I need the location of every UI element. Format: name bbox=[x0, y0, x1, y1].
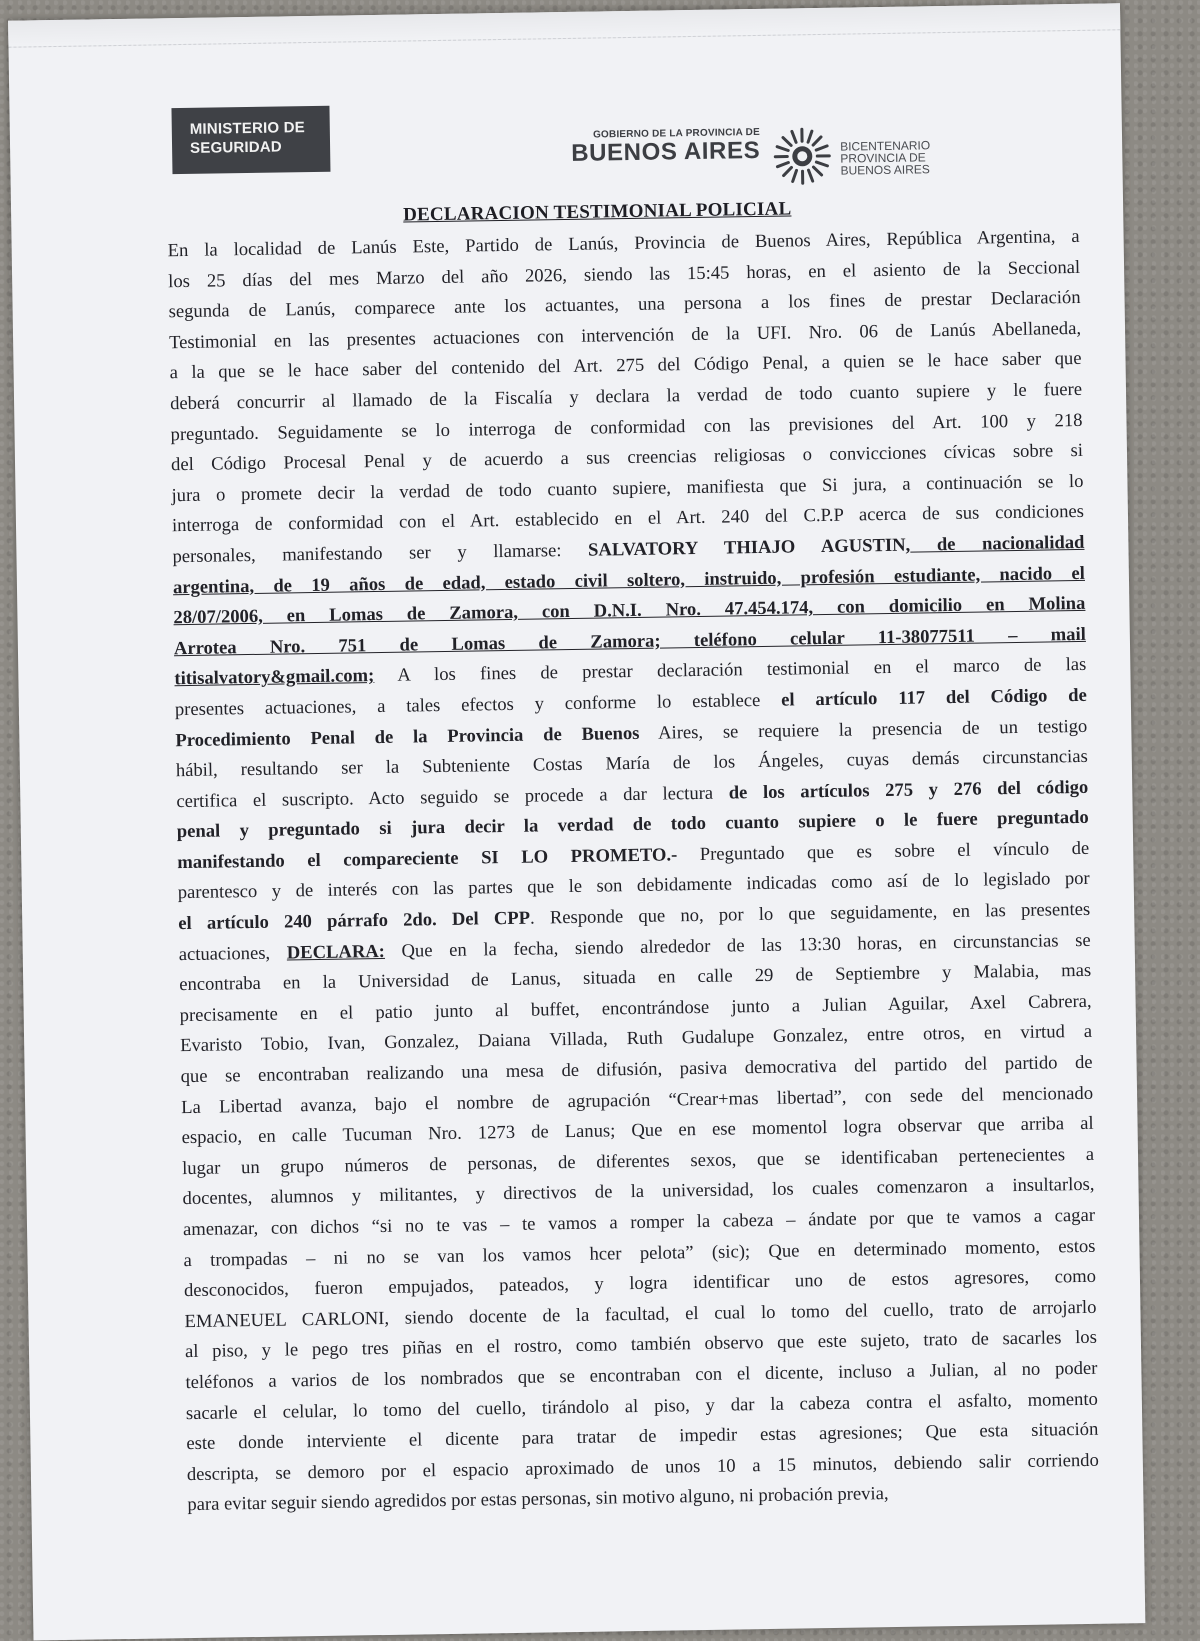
body-line: a la que se le hace saber del contenido del Art. 275 del Código Penal, a quien se le hace saber que bbox=[169, 344, 1081, 389]
body-line: La Libertad avanza, bajo el nombre de agrupación “Crear+mas libertad”, con sede del mencionado bbox=[181, 1078, 1093, 1123]
body-line: del Código Procesal Penal y de acuerdo a sus creencias religiosas o convicciones cívicas sobre si bbox=[171, 436, 1083, 481]
body-line: a trompadas – ni no se van los vamos hcer pelota” (sic); Que en determinado momento, estos bbox=[183, 1231, 1095, 1276]
line-segment: actuaciones, bbox=[179, 942, 287, 965]
body-line: lugar un grupo números de personas, de diferentes sexos, que se identificaban pertenecientes a bbox=[182, 1140, 1094, 1185]
ministry-line-2: SEGURIDAD bbox=[190, 137, 330, 158]
line-segment: certifica el suscripto. Acto seguido se procede a dar lectura bbox=[176, 782, 729, 812]
body-line: desconocidos, fueron empujados, pateados, y logra identificar uno de estos agresores, como bbox=[184, 1262, 1096, 1307]
ministry-logo-box bbox=[171, 106, 330, 174]
bicentenario-logo-text bbox=[840, 139, 931, 176]
line-segment: Aires, se requiere la presencia de un testigo bbox=[639, 715, 1087, 743]
body-line: para evitar seguir siendo agredidos por estas personas, sin motivo alguno, ni probación previa, bbox=[187, 1476, 1099, 1521]
body-line: Arrotea Nro. 751 de Lomas de Zamora; teléfono celular 11-38077511 – mail bbox=[174, 620, 1086, 665]
body-line: docentes, alumnos y militantes, y directivos de la universidad, los cuales comenzaron a insultarlos, bbox=[182, 1170, 1094, 1215]
body-line: hábil, resultando ser la Subteniente Costas María de los Ángeles, cuyas demás circunstancias bbox=[176, 742, 1088, 787]
body-line: segunda de Lanús, comparece ante los actuantes, una persona a los fines de prestar Declaración bbox=[168, 283, 1080, 328]
body-line: los 25 días del mes Marzo del año 2026, siendo las 15:45 horas, en el asiento de la Seccional bbox=[168, 253, 1080, 298]
line-segment: manifestando el compareciente SI LO PROMETO.- bbox=[177, 844, 677, 873]
line-segment: Preguntado que es sobre el vínculo de bbox=[677, 838, 1089, 865]
document-title: DECLARACION TESTIMONIAL POLICIAL bbox=[403, 198, 792, 226]
body-line: amenazar, con dichos “si no te vas – te vamos a romper la cabeza – ándate por que te vamos a cagar bbox=[183, 1201, 1095, 1246]
line-segment: el artículo 117 del Código de bbox=[781, 685, 1087, 711]
line-segment: de los artículos 275 y 276 del código bbox=[729, 777, 1089, 804]
body-line: teléfonos a varios de los nombrados que se encontraban con el dicente, incluso a Julian, al no poder bbox=[185, 1354, 1097, 1399]
government-title: BUENOS AIRES bbox=[570, 138, 760, 166]
body-line: En la localidad de Lanús Este, Partido de Lanús, Provincia de Buenos Aires, República Argentina, a bbox=[167, 222, 1079, 267]
body-line: jura o promete decir la verdad de todo cuanto supiere, manifiesta que Si jura, a continuación se lo bbox=[171, 467, 1083, 512]
email-address: titisalvatory&gmail.com; bbox=[174, 665, 374, 689]
body-line: preguntado. Seguidamente se lo interroga de conformidad con las previsiones del Art. 100 y 218 bbox=[170, 405, 1082, 450]
body-line: al piso, y le pego tres piñas en el rostro, como también observo que este sujeto, trato de sacarles los bbox=[185, 1323, 1097, 1368]
body-line: este donde interviente el dicente para tratar de impedir estas agresiones; Que esta situación bbox=[186, 1415, 1098, 1460]
document-page bbox=[8, 3, 1145, 1640]
body-line: argentina, de 19 años de edad, estado civil soltero, instruido, profesión estudiante, nacido el bbox=[173, 558, 1085, 603]
body-line: Testimonial en las presentes actuaciones con intervención de la UFI. Nro. 06 de Lanús Abellaneda, bbox=[169, 314, 1081, 359]
body-line: interroga de conformidad con el Art. establecido en el Art. 240 del C.P.P acerca de sus condiciones bbox=[172, 497, 1084, 542]
line-segment: el artículo 240 párrafo 2do. Del CPP bbox=[178, 908, 530, 935]
scan-edge-band bbox=[8, 3, 1120, 47]
ministry-line-1: MINISTERIO DE bbox=[190, 118, 330, 139]
line-segment: de nacionalidad bbox=[910, 532, 1084, 556]
line-segment: personales, manifestando ser y llamarse: bbox=[172, 540, 588, 568]
body-line: 28/07/2006, en Lomas de Zamora, con D.N.I. Nro. 47.454.174, con domicilio en Molina bbox=[173, 589, 1085, 634]
body-line: sacarle el celular, lo tomo del cuello, tirándolo al piso, y dar la cabeza contra el asfalto, momento bbox=[186, 1384, 1098, 1429]
body-line: Evaristo Tobio, Ivan, Gonzalez, Daiana Villada, Ruth Gudalupe Gonzalez, entre otros, en virtud a bbox=[180, 1017, 1092, 1062]
line-segment: Procedimiento Penal de la Provincia de Buenos bbox=[175, 722, 639, 750]
body-line: espacio, en calle Tucuman Nro. 1273 de Lanus; Que en ese momentol logra observar que arriba al bbox=[181, 1109, 1093, 1154]
bicent-line-2: PROVINCIA DE bbox=[840, 151, 930, 164]
body-line: penal y preguntado si jura decir la verdad de todo cuanto supiere o le fuere preguntado bbox=[177, 803, 1089, 848]
sun-seal-icon bbox=[772, 126, 833, 187]
body-line: deberá concurrir al llamado de la Fiscalía y declara la verdad de todo cuanto supiere y le fuere bbox=[170, 375, 1082, 420]
government-logo-text bbox=[570, 127, 761, 166]
body-line: que se encontraban realizando una mesa de difusión, pasiva democrativa del partido del partido de bbox=[180, 1048, 1092, 1093]
body-line: EMANEUEL CARLONI, siendo docente de la facultad, el cual lo tomo del cuello, trato de arrojarlo bbox=[184, 1293, 1096, 1338]
body-line: encontraba en la Universidad de Lanus, situada en calle 29 de Septiembre y Malabia, mas bbox=[179, 956, 1091, 1001]
body-line: descripta, se demoro por el espacio aproximado de unos 10 a 15 minutos, debiendo salir corriendo bbox=[187, 1446, 1099, 1491]
bicent-line-1: BICENTENARIO bbox=[840, 139, 930, 152]
line-segment: Que en la fecha, siendo alrededor de las 13:30 horas, en circunstancias se bbox=[385, 929, 1091, 961]
line-segment: presentes actuaciones, a tales efectos y conforme lo establece bbox=[175, 690, 782, 721]
declara-heading: DECLARA: bbox=[287, 941, 385, 964]
government-subtitle: GOBIERNO DE LA PROVINCIA DE bbox=[570, 127, 760, 141]
bicent-line-3: BUENOS AIRES bbox=[840, 163, 930, 176]
declarant-name: SALVATORY THIAJO AGUSTIN, bbox=[588, 535, 910, 561]
line-segment: . Responde que no, por lo que seguidamente, en las presentes bbox=[530, 899, 1090, 929]
line-segment: A los fines de prestar declaración testimonial en el marco de las bbox=[374, 654, 1086, 686]
body-line: precisamente en el patio junto al buffet, encontrándose junto a Julian Aguilar, Axel Cabrera, bbox=[179, 987, 1091, 1032]
declaration-body bbox=[167, 222, 1099, 1521]
body-line: parentesco y de interés con las partes que le son debidamente indicadas como así de lo legislado por bbox=[178, 864, 1090, 909]
